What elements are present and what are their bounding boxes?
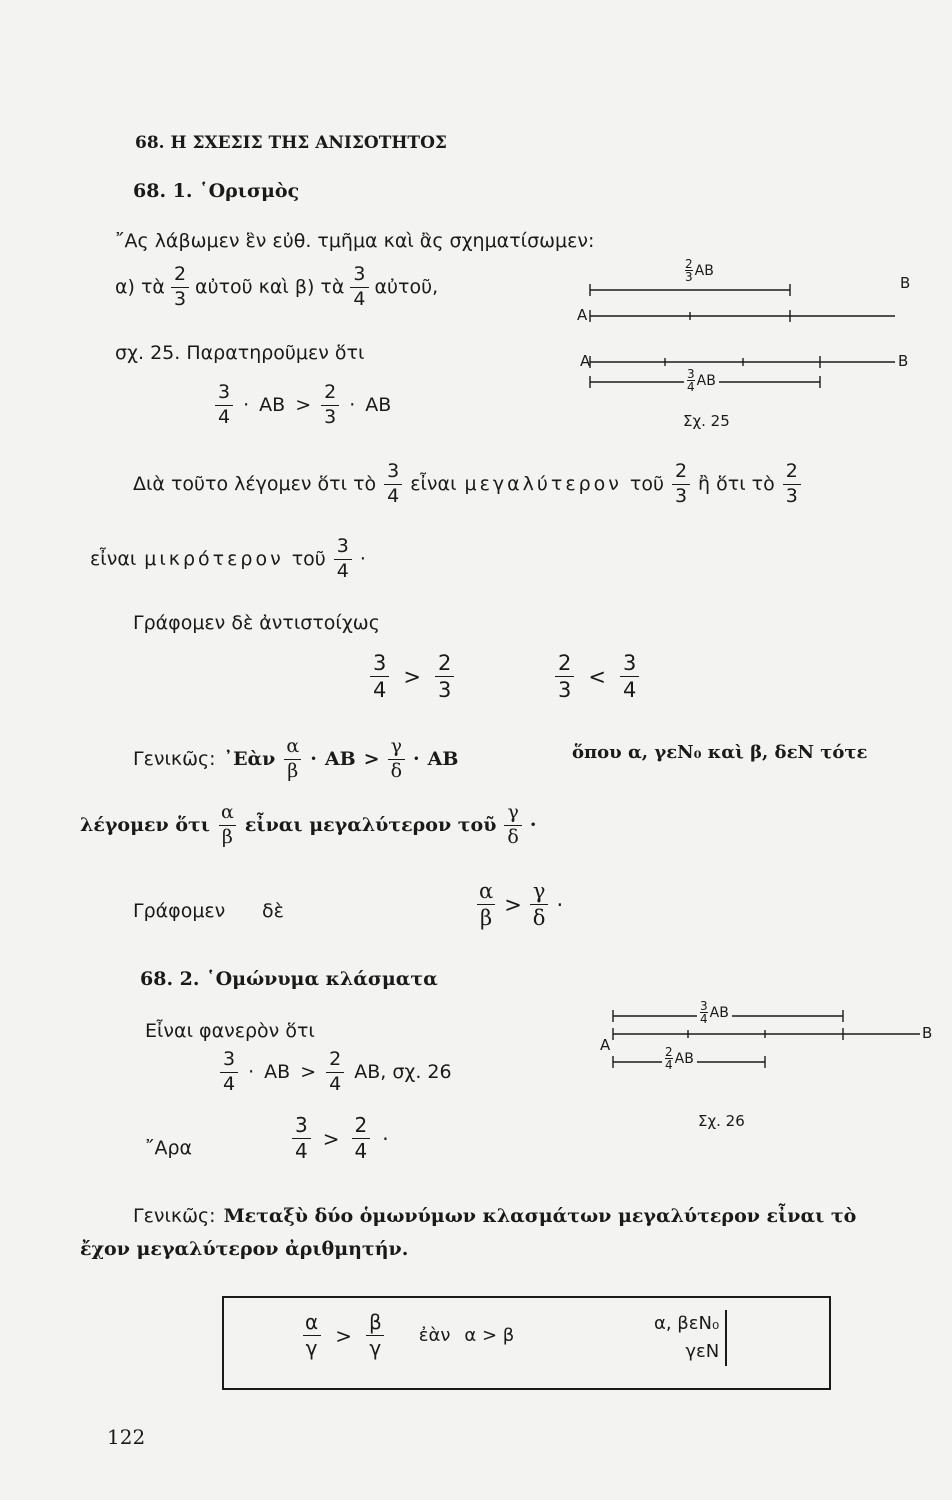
fraction-two-thirds: $\frac{2}{3}$ [672,462,690,507]
fig25-label-a2: A [580,352,591,370]
fig26-bottom-label: 2 4 AB [662,1046,697,1071]
like-fraction-segments: $\frac{3}{4}$ · AB > $\frac{2}{4}$ AB, σχ. 26 [220,1050,452,1095]
general-inequality: $\frac{\alpha}{\beta}$ > $\frac{\gamma}{\delta}$ · [479,879,564,931]
item-a-label: α) τὰ [115,276,165,299]
fig25-top-label: 2 3 AB [682,258,717,283]
fig25-label-b2: B [898,352,909,370]
section-heading: 68. Η ΣΧΕΣΙΣ ΤΗΣ ΑΝΙΣΟΤΗΤΟΣ [135,133,447,153]
fraction-two-thirds: $\frac{2}{3}$ [321,383,339,428]
intro-text: ῎Ας λάβωμεν ἓν εὐθ. τμῆμα καὶ ἂς σχηματίσωμεν: [115,230,595,252]
segment-ab: AB [365,394,392,417]
dot-operator: · [349,394,356,417]
fraction-three-quarters: $\frac{3}{4}$ [384,462,402,507]
figure-25 [575,250,915,440]
fig25-bottom-label: 3 4 AB [684,368,719,393]
fig26-label-b: B [922,1024,933,1042]
rule-box [222,1296,831,1390]
fig25-reference: σχ. 25. Παρατηροῦμεν ὅτι [115,342,365,364]
write-correspondingly: Γράφομεν δὲ ἀντιστοίχως [133,612,380,634]
fraction-three-quarters: $\frac{3}{4}$ [215,383,233,428]
de-word: δὲ [262,900,284,922]
write-label: Γράφομεν [133,900,226,922]
ara-inequality: $\frac{3}{4}$ > $\frac{2}{4}$ · [292,1115,389,1162]
segment-ab: AB [259,394,286,417]
fraction-three-quarters: $\frac{3}{4}$ [350,265,368,310]
sentence-smaller: εἶναι μικρότερον τοῦ $\frac{3}{4}$ · [90,535,366,582]
item-a-end: αὐτοῦ, [374,276,439,299]
page-number: 122 [107,1425,146,1449]
greater-than: > [295,394,312,417]
inequality-pair-1: $\frac{3}{4}$ > $\frac{2}{3}$ [370,652,454,701]
general-statement: Γενικῶς: ᾿Εὰν $\frac{\alpha}{\beta}$ · AB > $\frac{\gamma}{\delta}$ · AB [133,735,459,782]
fraction-two-thirds: $\frac{2}{3}$ [171,265,189,310]
ara-label: ῎Αρα [145,1137,193,1159]
sentence-bigger: Διὰ τοῦτο λέγομεν ὅτι τὸ $\frac{3}{4}$ εἶναι μεγαλύτερον τοῦ $\frac{2}{3}$ ἢ ὅτι τὸ $\frac{2}{3}$ [133,462,801,507]
dot-operator: · [243,394,250,417]
fraction-three-quarters: $\frac{3}{4}$ [334,537,352,582]
subsection-like-fractions-title: 68. 2. ῾Ομώνυμα κλάσματα [140,968,438,990]
fraction-two-thirds: $\frac{2}{3}$ [783,462,801,507]
fig26-top-label: 3 4 AB [697,1000,732,1025]
inequality-pair-2: $\frac{2}{3}$ < $\frac{3}{4}$ [555,652,639,701]
rule-conditions: α, βεN₀ γεN [654,1310,727,1366]
general-statement-2-cont: ἔχον μεγαλύτερον ἀριθμητήν. [80,1238,409,1260]
item-a-mid: αὐτοῦ καὶ β) τὰ [195,276,345,299]
fig26-label-a: A [600,1036,611,1054]
fig25-label-a: A [577,306,588,324]
fig26-caption: Σχ. 26 [698,1112,745,1130]
we-say-statement: λέγομεν ὅτι $\frac{\alpha}{\beta}$ εἶναι μεγαλύτερον τοῦ $\frac{\gamma}{\delta}$ · [80,801,537,848]
subsection-definition-title: 68. 1. ῾Ορισμὸς [133,180,300,202]
general-statement-2: Γενικῶς: Μεταξὺ δύο ὁμωνύμων κλασμάτων μεγαλύτερον εἶναι τὸ [133,1205,857,1227]
obvious-text: Εἶναι φανερὸν ὅτι [145,1020,315,1042]
inequality-segments [215,383,391,428]
rule-inequality: $\frac{\alpha}{\gamma}$ > $\frac{\beta}{\gamma}$ ἐὰν α > β [302,1312,514,1359]
where-clause: ὅπου α, γεN₀ καὶ β, δεN τότε [572,742,868,763]
item-line [115,265,438,310]
fig25-caption: Σχ. 25 [683,412,730,430]
fig25-label-b: B [900,274,911,292]
figure-26 [595,1000,935,1080]
